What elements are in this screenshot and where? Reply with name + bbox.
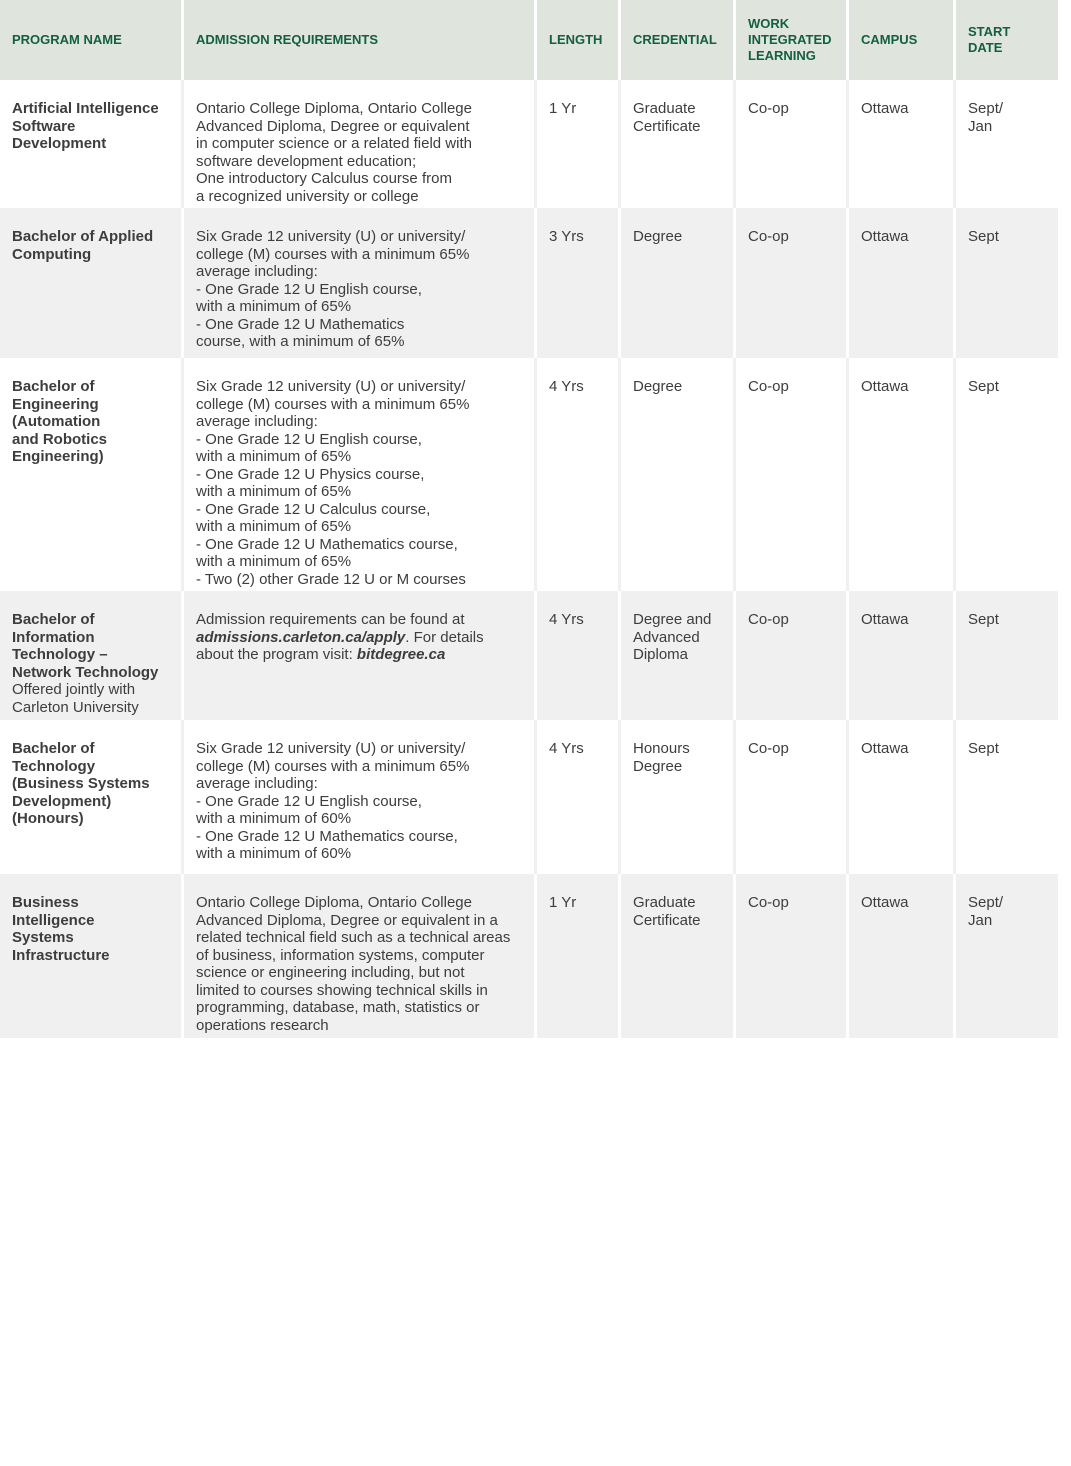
campus-cell: Ottawa (849, 208, 956, 358)
table-row (0, 720, 1058, 874)
admissions-link[interactable]: admissions.carleton.ca/apply (196, 628, 406, 646)
credential-cell: Degree and Advanced Diploma (621, 591, 736, 720)
work-integrated-learning-cell: Co-op (736, 720, 849, 874)
start-date-cell: Sept/ Jan (968, 100, 1004, 135)
program-name-cell: Artificial Intelligence Software Development (0, 80, 184, 208)
campus-cell: Ottawa (849, 874, 956, 1038)
table-row (0, 80, 1058, 208)
header-start-date: START DATE (968, 24, 1011, 55)
length-cell: 3 Yrs (537, 208, 621, 358)
work-integrated-learning-cell: Co-op (736, 358, 849, 591)
admission-requirements-cell: Six Grade 12 university (U) or university/ college (M) courses with a minimum 65% average including: - One Grade 12 U English course, with a minimum of 65% - One Grade 12 U Mathematics course, with a minimum of 65% (184, 208, 537, 358)
campus-cell: Ottawa (849, 591, 956, 720)
table-row (0, 358, 1058, 591)
admission-requirements-cell: Six Grade 12 university (U) or university/ college (M) courses with a minimum 65% average including: - One Grade 12 U English course, with a minimum of 65% - One Grade 12 U Physics course, with a minimum of 65% - One Grade 12 U Calculus course, with a minimum of 65% - One Grade 12 U Mathematics course, with a minimum of 65% - Two (2) other Grade 12 U or M courses (184, 358, 537, 591)
header-admission-requirements: ADMISSION REQUIREMENTS (184, 0, 537, 80)
bitdegree-link[interactable]: bitdegree.ca (356, 646, 446, 663)
start-date-cell: Sept (968, 228, 999, 245)
admission-requirements-cell: Six Grade 12 university (U) or university/ college (M) courses with a minimum 65% average including: - One Grade 12 U English course, with a minimum of 60% - One Grade 12 U Mathematics course, with a minimum of 60% (184, 720, 537, 874)
program-name-cell: Bachelor of Applied Computing (0, 208, 184, 358)
program-name-cell (0, 591, 184, 720)
length-cell: 1 Yr (537, 80, 621, 208)
start-date-cell: Sept (968, 378, 999, 395)
admission-requirements-cell: Ontario College Diploma, Ontario College Advanced Diploma, Degree or equivalent in computer science or a related field with software development education; One introductory Calculus course from a recognized university or college (184, 80, 537, 208)
program-note: Offered jointly with Carleton University (12, 681, 139, 716)
credential-cell: Degree (621, 358, 736, 591)
table-row (0, 874, 1058, 1038)
requirements-text: . For details about the program visit: (196, 628, 484, 663)
length-cell: 4 Yrs (537, 720, 621, 874)
header-program-name: PROGRAM NAME (0, 0, 184, 80)
campus-cell: Ottawa (849, 720, 956, 874)
header-work-integrated-learning: WORK INTEGRATED LEARNING (736, 0, 849, 80)
header-length: LENGTH (537, 0, 621, 80)
length-cell: 4 Yrs (537, 591, 621, 720)
program-name-cell: Bachelor of Technology (Business Systems Development) (Honours) (0, 720, 184, 874)
table-row (0, 208, 1058, 358)
start-date-cell: Sept (968, 740, 999, 757)
program-name-cell: Bachelor of Engineering (Automation and Robotics Engineering) (0, 358, 184, 591)
table-row (0, 591, 1058, 720)
work-integrated-learning-cell: Co-op (736, 80, 849, 208)
header-credential: CREDENTIAL (621, 0, 736, 80)
length-cell: 4 Yrs (537, 358, 621, 591)
admission-requirements-cell (184, 591, 537, 720)
requirements-text: Admission requirements can be found at (196, 611, 465, 628)
work-integrated-learning-cell: Co-op (736, 591, 849, 720)
credential-cell: Graduate Certificate (621, 874, 736, 1038)
header-campus: CAMPUS (849, 0, 956, 80)
credential-cell: Graduate Certificate (621, 80, 736, 208)
credential-cell: Honours Degree (621, 720, 736, 874)
work-integrated-learning-cell: Co-op (736, 208, 849, 358)
start-date-cell: Sept/ Jan (968, 894, 1004, 929)
start-date-cell: Sept (968, 611, 999, 628)
campus-cell: Ottawa (849, 358, 956, 591)
table-header-row (0, 0, 1058, 80)
admission-requirements-cell: Ontario College Diploma, Ontario College Advanced Diploma, Degree or equivalent in a related technical field such as a technical areas of business, information systems, computer science or engineering including, but not limited to courses showing technical skills in programming, database, math, statistics or operations research (184, 874, 537, 1038)
program-name-cell: Business Intelligence Systems Infrastructure (0, 874, 184, 1038)
credential-cell: Degree (621, 208, 736, 358)
campus-cell: Ottawa (849, 80, 956, 208)
length-cell: 1 Yr (537, 874, 621, 1038)
program-name: Bachelor of Information Technology – Network Technology (12, 611, 159, 681)
work-integrated-learning-cell: Co-op (736, 874, 849, 1038)
